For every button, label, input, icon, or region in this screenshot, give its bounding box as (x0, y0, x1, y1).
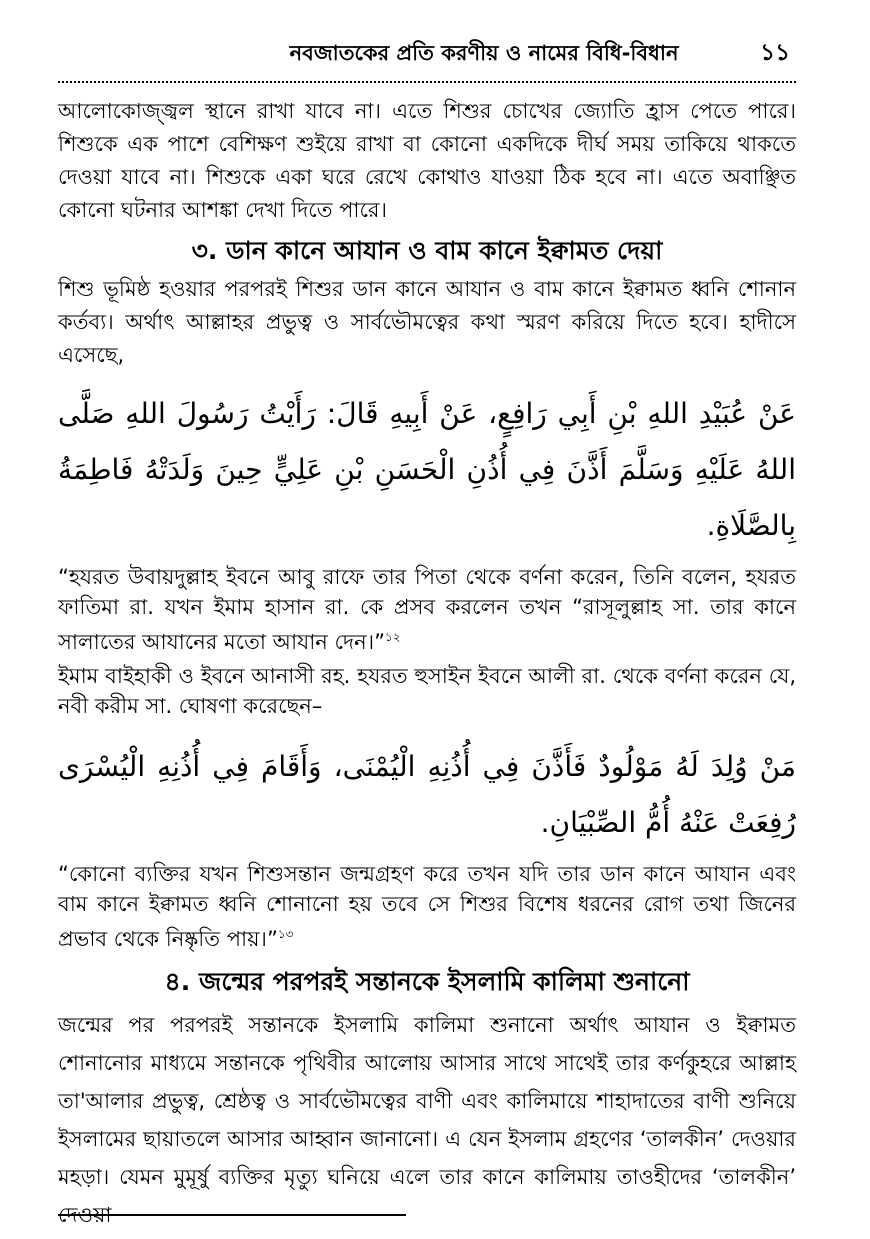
running-title: নবজাতকের প্রতি করণীয় ও নামের বিধি-বিধান (289, 41, 679, 65)
quote-2-text: “কোনো ব্যক্তির যখন শিশুসন্তান জন্মগ্রহণ করে তখন যদি তার ডান কানে আযান এবং বাম কানে ইক্বামত ধ্বনি শোনানো হয় তবে সে শিশুর বিশেষ ধরনের রোগ তথা জিনের প্রভাব থেকে নিষ্কৃতি পায়।” (58, 862, 796, 951)
footnote-separator (58, 1214, 406, 1216)
arabic-hadith-1: عَنْ عُبَيْدِ اللهِ بْنِ أَبِي رَافِعٍ، عَنْ أَبِيهِ قَالَ: رَأَيْتُ رَسُولَ اللهِ صَلَّى اللهُ عَلَيْهِ وَسَلَّمَ أَذَّنَ فِي أُذُنِ الْحَسَنِ بْنِ عَلِيٍّ حِينَ وَلَدَتْهُ فَاطِمَةُ بِالصَّلَاةِ. (58, 397, 796, 542)
page-number: ১১ (760, 40, 790, 66)
page-body (58, 34, 796, 1234)
quote-1-text: “হযরত উবায়দুল্লাহ ইবনে আবু রাফে তার পিতা থেকে বর্ণনা করেন, তিনি বলেন, হযরত ফাতিমা রা. যখন ইমাম হাসান রা. কে প্রসব করলেন তখন “রাসূলুল্লাহ সা. তার কানে সালাতের আযানের মতো আযান দেন।” (58, 565, 796, 654)
footnote-ref-12: ১২ (385, 630, 401, 644)
paragraph-4: জন্মের পর পরপরই সন্তানকে ইসলামি কালিমা শুনানো অর্থাৎ আযান ও ইক্বামত শোনানোর মাধ্যমে সন্তানকে পৃথিবীর আলোয় আসার সাথে সাথেই তার কর্ণকুহরে আল্লাহ তা'আলার প্রভুত্ব, শ্রেষ্ঠত্ব ও সার্বভৌমত্বের বাণী এবং কালিমায়ে শাহাদাতের বাণী শুনিয়ে ইসলামের ছায়াতলে আসার আহ্বান জানানো। এ যেন ইসলাম গ্রহণের ‘তালকীন’ দেওয়ার মহড়া। যেমন মুমূর্ষু ব্যক্তির মৃত্যু ঘনিয়ে এলে তার কানে কালিমায় তাওহীদের ‘তালকীন’ দেওয়া (58, 1013, 796, 1227)
section-heading-4: ৪. জন্মের পরপরই সন্তানকে ইসলামি কালিমা শুনানো (164, 967, 690, 996)
header-dotted-rule (58, 81, 796, 83)
paragraph-1: আলোকোজ্জ্বল স্থানে রাখা যাবে না। এতে শিশুর চোখের জ্যোতি হ্রাস পেতে পারে। শিশুকে এক পাশে বেশিক্ষণ শুইয়ে রাখা বা কোনো একদিকে দীর্ঘ সময় তাকিয়ে থাকতে দেওয়া যাবে না। শিশুকে একা ঘরে রেখে কোথাও যাওয়া ঠিক হবে না। এতে অবাঞ্ছিত কোনো ঘটনার আশঙ্কা দেখা দিতে পারে। (58, 99, 796, 222)
footnote-ref-13: ১৩ (277, 927, 294, 941)
arabic-hadith-2: مَنْ وُلِدَ لَهُ مَوْلُودٌ فَأَذَّنَ فِي أُذُنِهِ الْيُمْنَى، وَأَقَامَ فِي أُذُنِهِ الْيُسْرَى رُفِعَتْ عَنْهُ أُمُّ الصِّبْيَانِ. (58, 750, 796, 839)
running-header (58, 34, 796, 79)
translation-quote-1 (58, 562, 796, 657)
translation-quote-2 (58, 859, 796, 954)
paragraph-3: ইমাম বাইহাকী ও ইবনে আনাসী রহ. হযরত হুসাইন ইবনে আলী রা. থেকে বর্ণনা করেন যে, নবী করীম সা. ঘোষণা করেছেন– (58, 664, 796, 718)
section-heading-3: ৩. ডান কানে আযান ও বাম কানে ইক্বামত দেয়া (191, 236, 663, 265)
paragraph-2: শিশু ভূমিষ্ঠ হওয়ার পরপরই শিশুর ডান কানে আযান ও বাম কানে ইক্বামত ধ্বনি শোনান কর্তব্য। অর্থাৎ আল্লাহর প্রভুত্ব ও সার্বভৌমত্বের কথা স্মরণ করিয়ে দিতে হবে। হাদীসে এসেছে, (58, 277, 796, 367)
